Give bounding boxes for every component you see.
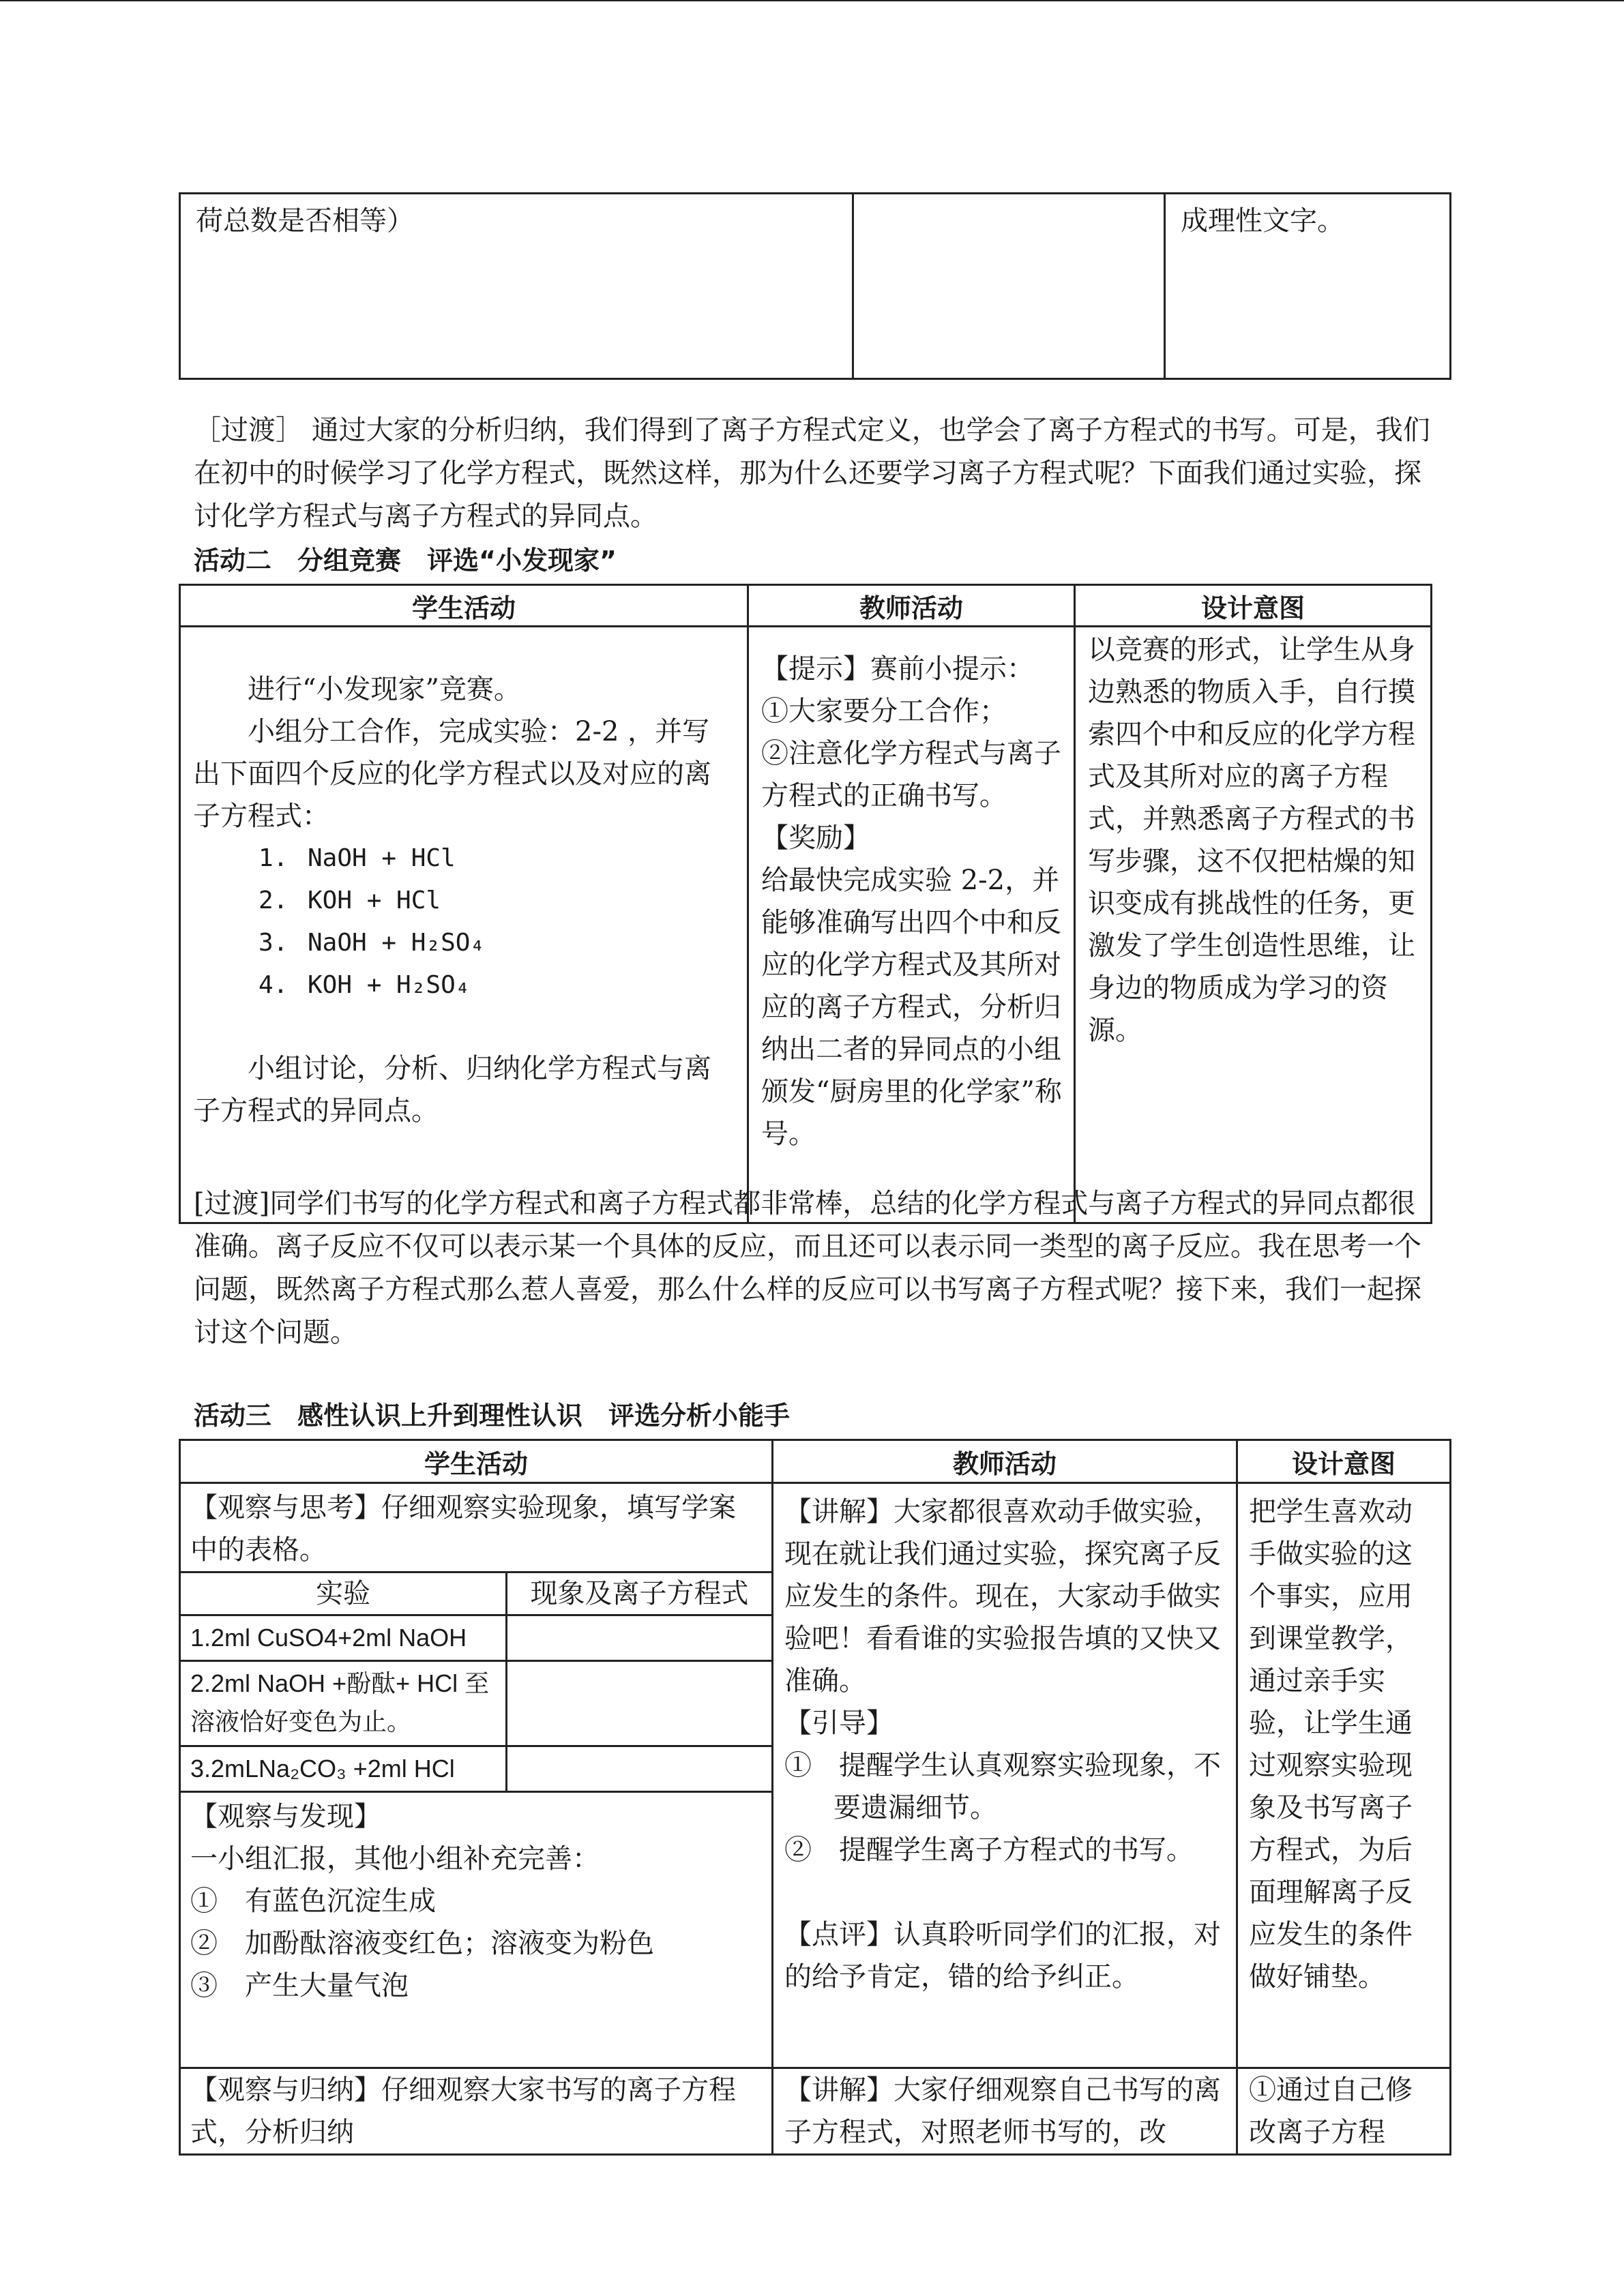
activity2-heading: 活动二 分组竞赛 评选“小发现家” [194,546,617,576]
observation-item: ② 加酚酞溶液变红色；溶液变为粉色 [190,1928,654,1959]
page-top-border [0,0,1624,1]
cont-cell-design: 成理性文字。 [1165,194,1451,379]
cont-cell-teacher [853,194,1165,379]
experiment-row: 2.2ml NaOH +酚酞+ HCl 至溶液恰好变色为止。 [181,1661,507,1746]
activity3-row2-design: ①通过自己修改离子方程 [1237,2068,1451,2155]
observe-discover-block [181,1793,771,2007]
activity2-student-intro: 进行“小发现家”竞赛。 [248,674,521,705]
activity3-header-design: 设计意图 [1237,1440,1451,1483]
activity3-header-teacher: 教师活动 [773,1440,1237,1483]
transition-paragraph-2: [过渡]同学们书写的化学方程式和离子方程式都非常棒，总结的化学方程式与离子方程式的异同点都很准确。离子反应不仅可以表示某一个具体的反应，而且还可以表示同一类型的离子反应。我在思考一个问题，既然离子方程式那么惹人喜爱，那么什么样的反应可以书写离子方程式呢？接下来，我们一起探讨这个问题。 [194,1188,1421,1348]
activity2-header-student: 学生活动 [180,585,748,627]
teacher-explain: 【讲解】大家都很喜欢动手做实验，现在就让我们通过实验，探究离子反应发生的条件。现在，大家动手做实验吧！看看谁的实验报告填的又快又准确。 [784,1496,1221,1697]
activity3-design-cell: 把学生喜欢动手做实验的这个事实，应用到课堂教学，通过亲手实验，让学生通过观察实验现象及书写离子方程式，为后面理解离子反应发生的条件做好铺垫。 [1237,1483,1451,2068]
activity2-design-cell: 以竞赛的形式，让学生从身边熟悉的物质入手，自行摸索四个中和反应的化学方程式及其所对应的离子方程式，并熟悉离子方程式的书写步骤，这不仅把枯燥的知识变成有挑战性的任务，更激发了学生创造性思维，让身边的物质成为学习的资源。 [1075,627,1432,1223]
formula-item: 3. NaOH + H₂SO₄ [259,929,486,957]
teacher-reward-text: 给最快完成实验 2-2，并能够准确写出四个中和反应的化学方程式及其所对应的离子方程式，分析归纳出二者的异同点的小组颁发“厨房里的化学家”称号。 [761,865,1062,1150]
observe-discover-title: 【观察与发现】 [190,1801,381,1832]
observation-item: ③ 产生大量气泡 [190,1970,409,2001]
cont-cell-student: 荷总数是否相等） [180,194,853,379]
teacher-hint-title: 【提示】赛前小提示： [761,653,1034,685]
activity2-header-teacher: 教师活动 [748,585,1075,627]
exp-header-experiment: 实验 [181,1572,507,1615]
activity2-student-task: 小组分工合作，完成实验：2-2 ，并写出下面四个反应的化学方程式以及对应的离子方程式： [193,716,711,832]
activity2-header-design: 设计意图 [1075,585,1432,627]
experiment-row: 1.2ml CuSO4+2ml NaOH [181,1615,507,1661]
experiment-table [181,1571,771,1793]
transition-paragraph-1: ［过渡］ 通过大家的分析归纳，我们得到了离子方程式定义，也学会了离子方程式的书写。可是，我们在初中的时候学习了化学方程式，既然这样，那为什么还要学习离子方程式呢？下面我们通过实验，探讨化学方程式与离子方程式的异同点。 [194,415,1430,532]
activity3-table [179,1439,1451,2156]
continued-table [179,192,1451,380]
observation-item: ① 有蓝色沉淀生成 [190,1885,436,1917]
activity3-heading: 活动三 感性认识上升到理性认识 评选分析小能手 [194,1401,791,1431]
exp-header-result: 现象及离子方程式 [507,1572,772,1615]
formula-item: 1. NaOH + HCl [259,844,456,872]
teacher-hint-1: ①大家要分工合作； [761,696,1007,727]
experiment-result [507,1615,772,1661]
observe-discover-intro: 一小组汇报，其他小组补充完善： [190,1843,600,1875]
teacher-guide-title: 【引导】 [784,1708,894,1739]
activity2-teacher-cell [748,627,1075,1223]
activity3-row2-teacher: 【讲解】大家仔细观察自己书写的离子方程式，对照老师书写的，改 [773,2068,1237,2155]
activity2-student-cell [180,627,748,1223]
observe-think-text: 【观察与思考】仔细观察实验现象，填写学案中的表格。 [190,1492,736,1566]
teacher-reward-title: 【奖励】 [761,822,870,854]
activity3-header-student: 学生活动 [180,1440,773,1483]
experiment-result [507,1661,772,1746]
activity3-row2-student: 【观察与归纳】仔细观察大家书写的离子方程式，分析归纳 [180,2068,773,2155]
experiment-row: 3.2mLNa₂CO₃ +2ml HCl [181,1746,507,1792]
activity3-student-cell [180,1483,773,2068]
teacher-hint-2: ②注意化学方程式与离子方程式的正确书写。 [761,738,1061,811]
teacher-guide-1: ① 提醒学生认真观察实验现象，不要遗漏细节。 [784,1750,1221,1823]
teacher-guide-2: ② 提醒学生离子方程式的书写。 [784,1834,1194,1866]
teacher-review: 【点评】认真聆听同学们的汇报，对的给予肯定，错的给予纠正。 [784,1919,1221,1993]
formula-item: 4. KOH + H₂SO₄ [259,971,471,999]
activity2-student-discussion: 小组讨论，分析、归纳化学方程式与离子方程式的异同点。 [193,1053,711,1127]
experiment-result [507,1746,772,1792]
activity3-teacher-cell [773,1483,1237,2068]
formula-item: 2. KOH + HCl [259,886,441,914]
activity2-table [179,584,1432,1224]
